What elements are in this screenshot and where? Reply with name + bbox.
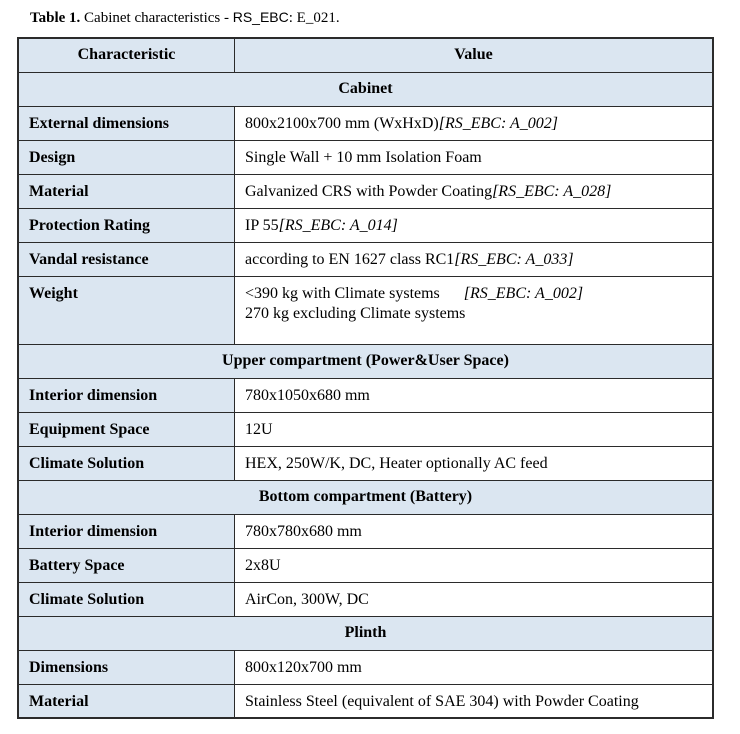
value-reference: [RS_EBC: A_002] bbox=[438, 114, 559, 132]
section-title: Cabinet bbox=[18, 72, 713, 106]
row-value: 2x8U bbox=[234, 548, 713, 582]
caption-id: RS_EBC bbox=[232, 9, 289, 25]
row-value: Stainless Steel (equivalent of SAE 304) with Powder Coating bbox=[234, 684, 713, 718]
row-value: 12U bbox=[234, 412, 713, 446]
value-reference: [RS_EBC: A_014] bbox=[278, 216, 398, 234]
table-row bbox=[18, 412, 713, 446]
section-row-upper bbox=[18, 344, 713, 378]
header-characteristic: Characteristic bbox=[18, 38, 234, 72]
table-row bbox=[18, 548, 713, 582]
value-line-1 bbox=[245, 284, 712, 304]
row-value: AirCon, 300W, DC bbox=[234, 582, 713, 616]
row-key: Interior dimension bbox=[18, 514, 234, 548]
row-key: Climate Solution bbox=[18, 446, 234, 480]
row-key: Dimensions bbox=[18, 650, 234, 684]
section-title: Upper compartment (Power&User Space) bbox=[18, 344, 713, 378]
section-row-cabinet bbox=[18, 72, 713, 106]
header-value: Value bbox=[234, 38, 713, 72]
row-value: HEX, 250W/K, DC, Heater optionally AC feed bbox=[234, 446, 713, 480]
row-key: Weight bbox=[18, 276, 234, 344]
value-reference: [RS_EBC: A_002] bbox=[463, 284, 584, 302]
table-row bbox=[18, 446, 713, 480]
value-reference: [RS_EBC: A_033] bbox=[454, 250, 574, 268]
table-row bbox=[18, 174, 713, 208]
table-row bbox=[18, 378, 713, 412]
table-row bbox=[18, 582, 713, 616]
value-reference: [RS_EBC: A_028] bbox=[492, 182, 612, 200]
row-value bbox=[234, 276, 713, 344]
table-row bbox=[18, 650, 713, 684]
value-text: 800x2100x700 mm (WxHxD) bbox=[244, 114, 439, 132]
characteristics-table bbox=[17, 37, 714, 719]
table-row bbox=[18, 140, 713, 174]
table-row bbox=[18, 514, 713, 548]
section-title: Bottom compartment (Battery) bbox=[18, 480, 713, 514]
table-row bbox=[18, 684, 713, 718]
caption-text: Cabinet characteristics - bbox=[80, 10, 233, 26]
row-key: Protection Rating bbox=[18, 208, 234, 242]
table-row bbox=[18, 242, 713, 276]
row-value bbox=[234, 242, 713, 276]
value-line-2: 270 kg excluding Climate systems bbox=[244, 304, 466, 322]
table-row bbox=[18, 208, 713, 242]
row-value bbox=[234, 106, 713, 140]
row-key: External dimensions bbox=[18, 106, 234, 140]
row-value: 780x1050x680 mm bbox=[234, 378, 713, 412]
table-caption bbox=[30, 6, 340, 29]
value-text: <390 kg with Climate systems bbox=[244, 284, 440, 302]
table-row bbox=[18, 106, 713, 140]
value-text: Galvanized CRS with Powder Coating bbox=[244, 182, 493, 200]
caption-label: Table 1. bbox=[30, 10, 81, 26]
caption-suffix: : E_021. bbox=[288, 10, 340, 26]
row-key: Climate Solution bbox=[18, 582, 234, 616]
value-text: according to EN 1627 class RC1 bbox=[244, 250, 455, 268]
row-key: Design bbox=[18, 140, 234, 174]
row-value bbox=[234, 208, 713, 242]
row-key: Equipment Space bbox=[18, 412, 234, 446]
row-value bbox=[234, 174, 713, 208]
row-key: Interior dimension bbox=[18, 378, 234, 412]
row-value: Single Wall + 10 mm Isolation Foam bbox=[234, 140, 713, 174]
row-value: 780x780x680 mm bbox=[234, 514, 713, 548]
section-row-bottom bbox=[18, 480, 713, 514]
value-text: IP 55 bbox=[244, 216, 279, 234]
section-title: Plinth bbox=[18, 616, 713, 650]
row-key: Material bbox=[18, 174, 234, 208]
row-key: Battery Space bbox=[18, 548, 234, 582]
table-row bbox=[18, 276, 713, 344]
section-row-plinth bbox=[18, 616, 713, 650]
row-key: Vandal resistance bbox=[18, 242, 234, 276]
row-value: 800x120x700 mm bbox=[234, 650, 713, 684]
row-key: Material bbox=[18, 684, 234, 718]
table-header-row bbox=[18, 38, 713, 72]
